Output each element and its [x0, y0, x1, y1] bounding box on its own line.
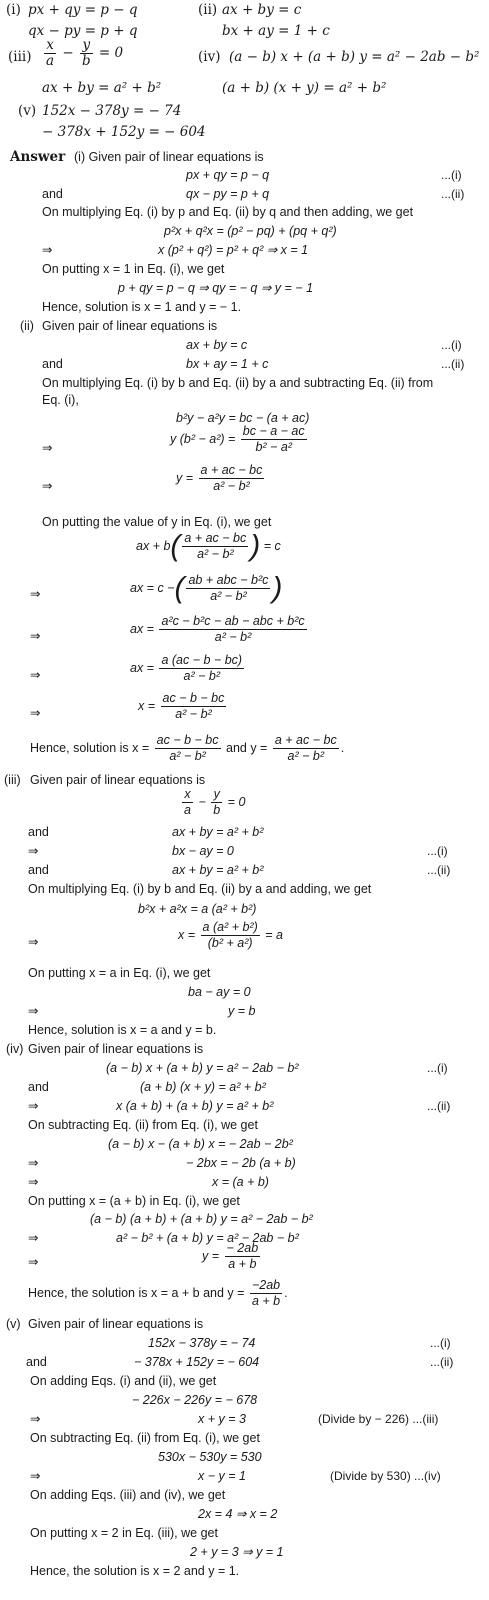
ans-i-l1: p²x + q²x = (p² − pq) + (pq + q²)	[164, 224, 337, 238]
ans-i-eq1: px + qy = p − q	[186, 168, 270, 182]
ans-ii-l2: y (b² − a²) = $\frac{bc - a - ac}{\text{b² − a²}}$	[170, 424, 305, 454]
ans-ii-eq1: ax + by = c	[186, 338, 248, 352]
q-iii-label: (iii)	[8, 49, 32, 65]
ans-v-eq1: 152x − 378y = − 74	[148, 1336, 256, 1350]
ans-ii-arrow: ⇒	[42, 479, 53, 493]
ans-iv-intro: Given pair of linear equations is	[28, 1042, 204, 1056]
ans-iii-l1: b²x + a²x = a (a² + b²)	[138, 902, 257, 916]
q-v-eq2: − 378x + 152y = − 604	[42, 124, 206, 140]
q-i-eq2: qx − py = p + q	[28, 23, 138, 39]
ans-iv-arrow: ⇒	[28, 1156, 39, 1170]
ans-ii-step1b: Eq. (i),	[42, 393, 79, 407]
ans-v-l3: 530x − 530y = 530	[158, 1450, 262, 1464]
ans-iii-l4: y = b	[228, 1004, 256, 1018]
ans-ii-step2: On putting the value of y in Eq. (i), we get	[42, 515, 272, 529]
ans-ii-l6: ax = $\frac{\text{a²c − b²c − ab − abc + b²c}}{\text{a² − b²}}$	[130, 614, 305, 644]
ans-iii-l2: x = $\frac{\text{a (a² + b²)}}{\text{(b² + a²)}}$ = a	[178, 920, 283, 950]
ans-i-l2: x (p² + q²) = p² + q² ⇒ x = 1	[158, 243, 309, 257]
ans-iii-l0: $\frac{x}{a}$ − $\frac{y}{b}$ = 0	[184, 787, 246, 817]
ans-iii-step1: On multiplying Eq. (i) by b and Eq. (ii) by a and adding, we get	[28, 882, 372, 896]
q-ii-eq2: bx + ay = 1 + c	[222, 23, 330, 39]
ans-iv-l1: (a − b) x − (a + b) x = − 2ab − 2b²	[108, 1137, 293, 1151]
ans-v-l5: 2x = 4 ⇒ x = 2	[198, 1507, 278, 1521]
ans-iv-l3: x = (a + b)	[212, 1175, 269, 1189]
ans-iv-arrow: ⇒	[28, 1231, 39, 1245]
ans-v-step2: On subtracting Eq. (ii) from Eq. (i), we get	[30, 1431, 260, 1445]
ans-i-eq2: qx − py = p + q	[186, 187, 270, 201]
ans-iv-concl: Hence, the solution is x = a + b and y = $\frac{-2ab}{a + b}$ .	[28, 1278, 288, 1308]
ans-v-l1: − 226x − 226y = − 678	[132, 1393, 258, 1407]
ans-iv-eq2a: (a + b) (x + y) = a² + b²	[140, 1080, 266, 1094]
ans-i-intro: (i) Given pair of linear equations is	[74, 150, 264, 164]
ans-iii-arrow: ⇒	[28, 1004, 39, 1018]
ans-i-ref2: ...(ii)	[441, 187, 465, 201]
ans-i-concl: Hence, solution is x = 1 and y = − 1.	[42, 300, 242, 314]
ans-i-ref1: ...(i)	[441, 168, 462, 182]
ans-iv-label: (iv)	[6, 1042, 24, 1056]
ans-v-step1: On adding Eqs. (i) and (ii), we get	[30, 1374, 217, 1388]
q-ii-label: (ii)	[198, 2, 218, 18]
ans-iv-eq1: (a − b) x + (a + b) y = a² − 2ab − b²	[106, 1061, 299, 1075]
ans-iv-step1: On subtracting Eq. (ii) from Eq. (i), we get	[28, 1118, 258, 1132]
ans-iii-eq2: ax + by = a² + b²	[172, 863, 264, 877]
ans-ii-l3: y = $\frac{a + ac - bc}{\text{a² − b²}}$	[176, 463, 263, 493]
ans-ii-arrow: ⇒	[30, 668, 41, 682]
ans-ii-l5: ax = c −( $\frac{\text{ab + abc − b²c}}{\text{a² − b²}}$ )	[130, 571, 283, 605]
q-i-label: (i)	[6, 2, 21, 18]
ans-v-step3: On adding Eqs. (iii) and (iv), we get	[30, 1488, 226, 1502]
ans-iii-concl: Hence, solution is x = a and y = b.	[28, 1023, 217, 1037]
ans-ii-step1a: On multiplying Eq. (i) by b and Eq. (ii) by a and subtracting Eq. (ii) from	[42, 376, 434, 390]
ans-iv-and: and	[28, 1080, 49, 1094]
q-iv-label: (iv)	[198, 49, 221, 65]
ans-ii-arrow: ⇒	[30, 706, 41, 720]
ans-ii-arrow: ⇒	[30, 629, 41, 643]
ans-iii-step2: On putting x = a in Eq. (i), we get	[28, 966, 211, 980]
q-ii-eq1: ax + by = c	[222, 2, 302, 18]
ans-iv-l4: (a − b) (a + b) + (a + b) y = a² − 2ab − b²	[90, 1212, 313, 1226]
ans-iv-arrow: ⇒	[28, 1255, 39, 1269]
ans-v-l6: 2 + y = 3 ⇒ y = 1	[190, 1545, 284, 1559]
ans-iv-arrow: ⇒	[28, 1099, 39, 1113]
ans-i-step1: On multiplying Eq. (i) by p and Eq. (ii) by q and then adding, we get	[42, 205, 414, 219]
ans-v-and: and	[26, 1355, 47, 1369]
ans-v-step4: On putting x = 2 in Eq. (iii), we get	[30, 1526, 218, 1540]
q-iv-eq1: (a − b) x + (a + b) y = a² − 2ab − b²	[229, 49, 480, 65]
ans-ii-l8: x = $\frac{ac - b - bc}{\text{a² − b²}}$	[138, 691, 225, 721]
ans-ii-ref1: ...(i)	[441, 338, 462, 352]
ans-ii-l4: ax + b( $\frac{a + ac - bc}{\text{a² − b²}}$ ) = c	[136, 529, 281, 563]
ans-ii-intro: Given pair of linear equations is	[42, 319, 218, 333]
ans-ii-eq2: bx + ay = 1 + c	[186, 357, 269, 371]
ans-i-arrow: ⇒	[42, 243, 53, 257]
ans-iii-ref2: ...(ii)	[427, 863, 451, 877]
answer-heading: Answer	[10, 149, 66, 165]
ans-i-and: and	[42, 187, 63, 201]
ans-ii-arrow: ⇒	[30, 587, 41, 601]
ans-iii-arrow: ⇒	[28, 935, 39, 949]
ans-v-ref4: (Divide by 530) ...(iv)	[330, 1469, 441, 1483]
ans-iv-l2: − 2bx = − 2b (a + b)	[186, 1156, 296, 1170]
ans-iii-ref1: ...(i)	[427, 844, 448, 858]
ans-v-label: (v)	[6, 1317, 21, 1331]
ans-ii-label: (ii)	[20, 319, 34, 333]
ans-ii-l1: b²y − a²y = bc − (a + ac)	[176, 411, 310, 425]
ans-v-l4: x − y = 1	[198, 1469, 246, 1483]
q-v-eq1: 152x − 378y = − 74	[42, 103, 182, 119]
ans-iv-arrow: ⇒	[28, 1175, 39, 1189]
q-v-label: (v)	[18, 103, 37, 119]
ans-v-eq2: − 378x + 152y = − 604	[134, 1355, 260, 1369]
ans-v-ref1: ...(i)	[430, 1336, 451, 1350]
ans-iii-and: and	[28, 863, 49, 877]
ans-ii-and: and	[42, 357, 63, 371]
ans-iv-eq2b: x (a + b) + (a + b) y = a² + b²	[116, 1099, 274, 1113]
ans-ii-l7: ax = $\frac{a (ac - b - bc)}{\text{a² − b²}}$	[130, 653, 243, 683]
ans-v-ref2: ...(ii)	[430, 1355, 454, 1369]
ans-ii-concl: Hence, solution is x = $\frac{ac - b - bc}{\text{a² − b²}}$ and y = $\frac{a + ac - bc}{\text{a² − b²}}$ .	[30, 733, 345, 763]
ans-iii-and: and	[28, 825, 49, 839]
ans-iii-eq1: bx − ay = 0	[172, 844, 234, 858]
ans-iv-ref2: ...(ii)	[427, 1099, 451, 1113]
ans-ii-arrow: ⇒	[42, 441, 53, 455]
ans-iii-label: (iii)	[4, 773, 21, 787]
ans-iv-l5: a² − b² + (a + b) y = a² − 2ab − b²	[116, 1231, 299, 1245]
ans-v-arrow: ⇒	[30, 1412, 41, 1426]
q-iv-eq2: (a + b) (x + y) = a² + b²	[222, 80, 387, 96]
q-iii-eq2: ax + by = a² + b²	[42, 80, 162, 96]
ans-v-arrow: ⇒	[30, 1469, 41, 1483]
ans-iv-l6: y = $\frac{- 2ab}{a + b}$	[202, 1241, 259, 1271]
ans-v-concl: Hence, the solution is x = 2 and y = 1.	[30, 1564, 240, 1578]
ans-iii-l3: ba − ay = 0	[188, 985, 251, 999]
ans-i-l3: p + qy = p − q ⇒ qy = − q ⇒ y = − 1	[118, 281, 314, 295]
ans-iii-eq-b: ax + by = a² + b²	[172, 825, 264, 839]
ans-iii-arrow: ⇒	[28, 844, 39, 858]
ans-v-ref3: (Divide by − 226) ...(iii)	[318, 1412, 439, 1426]
ans-iii-intro: Given pair of linear equations is	[30, 773, 206, 787]
q-i-eq1: px + qy = p − q	[28, 2, 138, 18]
ans-v-intro: Given pair of linear equations is	[28, 1317, 204, 1331]
ans-iv-ref1: ...(i)	[427, 1061, 448, 1075]
q-iii-eq1: $\frac{x}{a}$ − $\frac{y}{b}$ = 0	[46, 37, 124, 69]
ans-ii-ref2: ...(ii)	[441, 357, 465, 371]
ans-i-step2: On putting x = 1 in Eq. (i), we get	[42, 262, 225, 276]
ans-iv-step2: On putting x = (a + b) in Eq. (i), we get	[28, 1194, 240, 1208]
ans-v-l2: x + y = 3	[198, 1412, 246, 1426]
